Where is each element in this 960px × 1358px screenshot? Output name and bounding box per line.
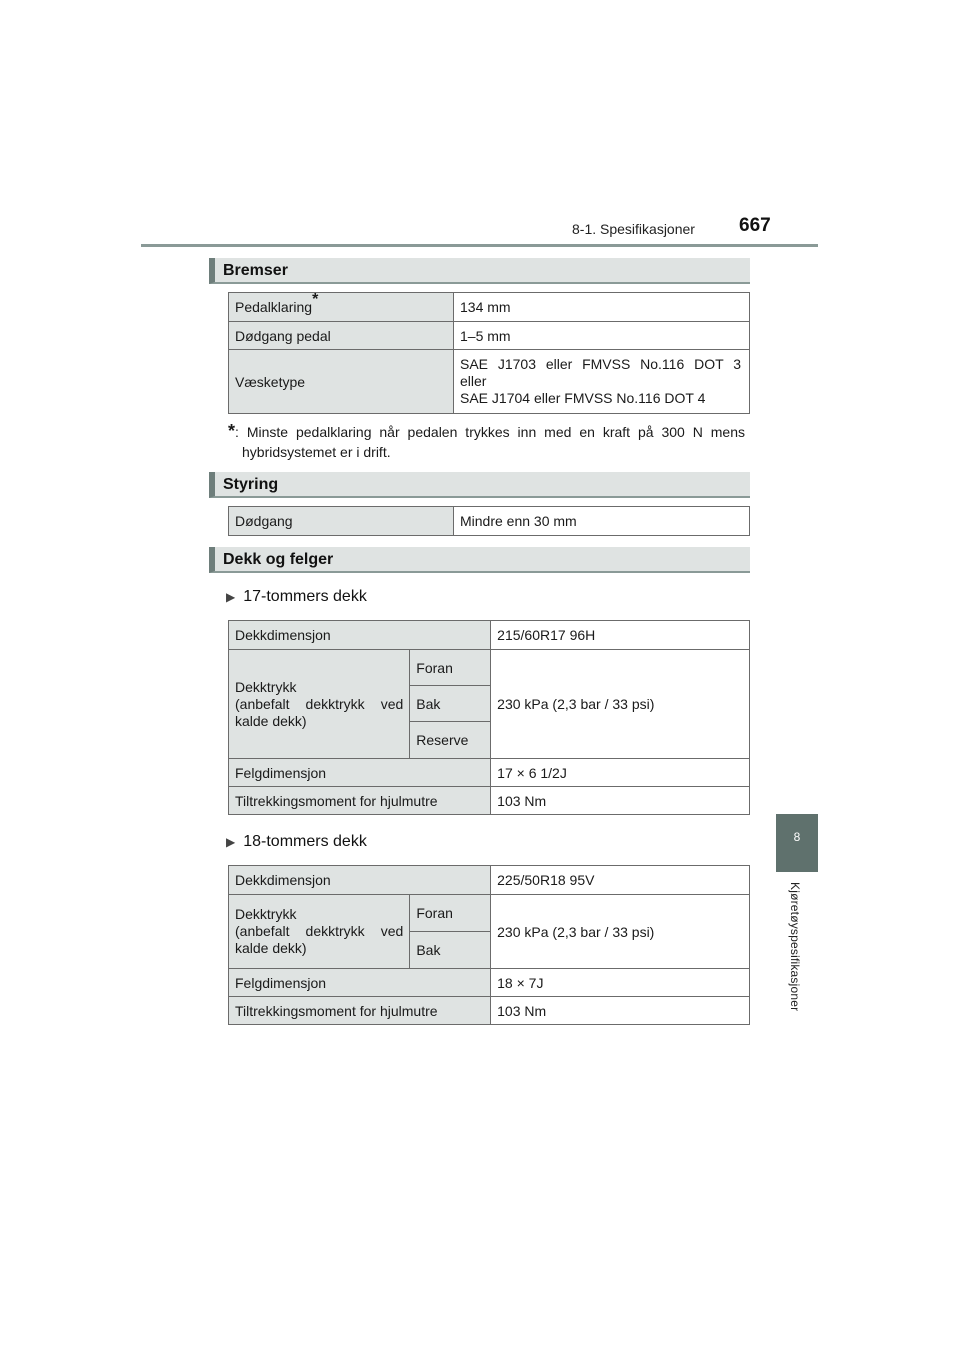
lug-nut-torque-label: Tiltrekkingsmoment for hjulmutre bbox=[229, 997, 491, 1025]
footnote-text: : Minste pedalklaring når pedalen trykkes inn med en kraft på 300 N mens bbox=[235, 424, 745, 440]
tire-pressure-value: 230 kPa (2,3 bar / 33 psi) bbox=[491, 650, 750, 759]
subheading-18-inch bbox=[226, 833, 367, 851]
pressure-label-line-2: (anbefalt dekktrykk ved bbox=[235, 695, 404, 712]
tire-size-label: Dekkdimensjon bbox=[229, 621, 491, 650]
section-heading-bremser bbox=[209, 258, 750, 284]
table-row bbox=[229, 293, 750, 322]
table-row bbox=[229, 650, 750, 686]
tire-pressure-label bbox=[229, 650, 410, 759]
section-title: Bremser bbox=[223, 262, 288, 279]
table-row bbox=[229, 621, 750, 650]
pedal-clearance-value: 134 mm bbox=[454, 293, 750, 322]
pressure-label-line-1: Dekktrykk bbox=[235, 678, 297, 695]
rim-size-label: Felgdimensjon bbox=[229, 969, 491, 997]
rear-label: Bak bbox=[410, 686, 491, 722]
header-divider bbox=[141, 244, 818, 247]
lug-nut-torque-value: 103 Nm bbox=[491, 787, 750, 815]
tire-pressure-value: 230 kPa (2,3 bar / 33 psi) bbox=[491, 895, 750, 969]
tires-18-table bbox=[228, 865, 750, 1025]
pressure-label-line-3: kalde dekk) bbox=[235, 940, 307, 956]
pedal-free-play-value: 1–5 mm bbox=[454, 322, 750, 350]
tire-size-value: 215/60R17 96H bbox=[491, 621, 750, 650]
section-heading-styring bbox=[209, 472, 750, 498]
pedal-clearance-label: Pedalklaring bbox=[235, 299, 313, 315]
spare-label: Reserve bbox=[410, 722, 491, 759]
pressure-label-line-3: kalde dekk) bbox=[235, 712, 307, 729]
pedal-free-play-label: Dødgang pedal bbox=[229, 322, 454, 350]
lug-nut-torque-value: 103 Nm bbox=[491, 997, 750, 1025]
rim-size-label: Felgdimensjon bbox=[229, 759, 491, 787]
table-row bbox=[229, 997, 750, 1025]
triangle-bullet-icon: ▶ bbox=[226, 835, 236, 849]
subheading-17-inch bbox=[226, 588, 367, 606]
table-row bbox=[229, 866, 750, 895]
fluid-line-3: SAE J1704 eller FMVSS No.116 DOT 4 bbox=[460, 390, 706, 406]
fluid-line-1: SAE J1703 eller FMVSS No.116 DOT 3 bbox=[460, 356, 741, 372]
steering-free-play-value: Mindre enn 30 mm bbox=[454, 507, 750, 536]
section-title: Styring bbox=[223, 476, 279, 493]
brakes-table bbox=[228, 292, 750, 414]
table-row bbox=[229, 322, 750, 350]
fluid-line-2: eller bbox=[460, 373, 487, 389]
footnote-marker: * bbox=[312, 291, 319, 309]
steering-free-play-label: Dødgang bbox=[229, 507, 454, 536]
section-title: Dekk og felger bbox=[223, 551, 334, 568]
footnote-line-2: hybridsystemet er i drift. bbox=[242, 444, 391, 460]
tire-size-label: Dekkdimensjon bbox=[229, 866, 491, 895]
rim-size-value: 18 × 7J bbox=[491, 969, 750, 997]
front-label: Foran bbox=[410, 895, 491, 932]
rim-size-value: 17 × 6 1/2J bbox=[491, 759, 750, 787]
tire-pressure-label bbox=[229, 895, 410, 969]
table-label-cell bbox=[229, 293, 454, 322]
tires-17-table bbox=[228, 620, 750, 815]
front-label: Foran bbox=[410, 650, 491, 686]
steering-table bbox=[228, 506, 750, 536]
table-row bbox=[229, 350, 750, 414]
subheading-text: 17-tommers dekk bbox=[243, 588, 367, 605]
pressure-label-line-2: (anbefalt dekktrykk ved bbox=[235, 923, 404, 939]
pressure-label-line-1: Dekktrykk bbox=[235, 906, 297, 922]
page-number: 667 bbox=[739, 215, 771, 236]
footnote-marker: * bbox=[228, 421, 236, 441]
running-header-section: 8-1. Spesifikasjoner bbox=[572, 221, 695, 237]
table-row bbox=[229, 759, 750, 787]
tire-size-value: 225/50R18 95V bbox=[491, 866, 750, 895]
section-heading-dekk-og-felger bbox=[209, 547, 750, 573]
table-row bbox=[229, 895, 750, 932]
chapter-title: Kjøretøyspesifikasjoner bbox=[788, 882, 802, 1012]
chapter-number: 8 bbox=[793, 830, 801, 844]
rear-label: Bak bbox=[410, 932, 491, 969]
table-row bbox=[229, 787, 750, 815]
footnote bbox=[228, 421, 745, 462]
fluid-type-value bbox=[454, 350, 750, 414]
triangle-bullet-icon: ▶ bbox=[226, 590, 236, 604]
table-row bbox=[229, 969, 750, 997]
fluid-type-label: Væsketype bbox=[229, 350, 454, 414]
lug-nut-torque-label: Tiltrekkingsmoment for hjulmutre bbox=[229, 787, 491, 815]
subheading-text: 18-tommers dekk bbox=[243, 833, 367, 850]
table-row bbox=[229, 507, 750, 536]
footnote-line-1 bbox=[228, 421, 745, 442]
